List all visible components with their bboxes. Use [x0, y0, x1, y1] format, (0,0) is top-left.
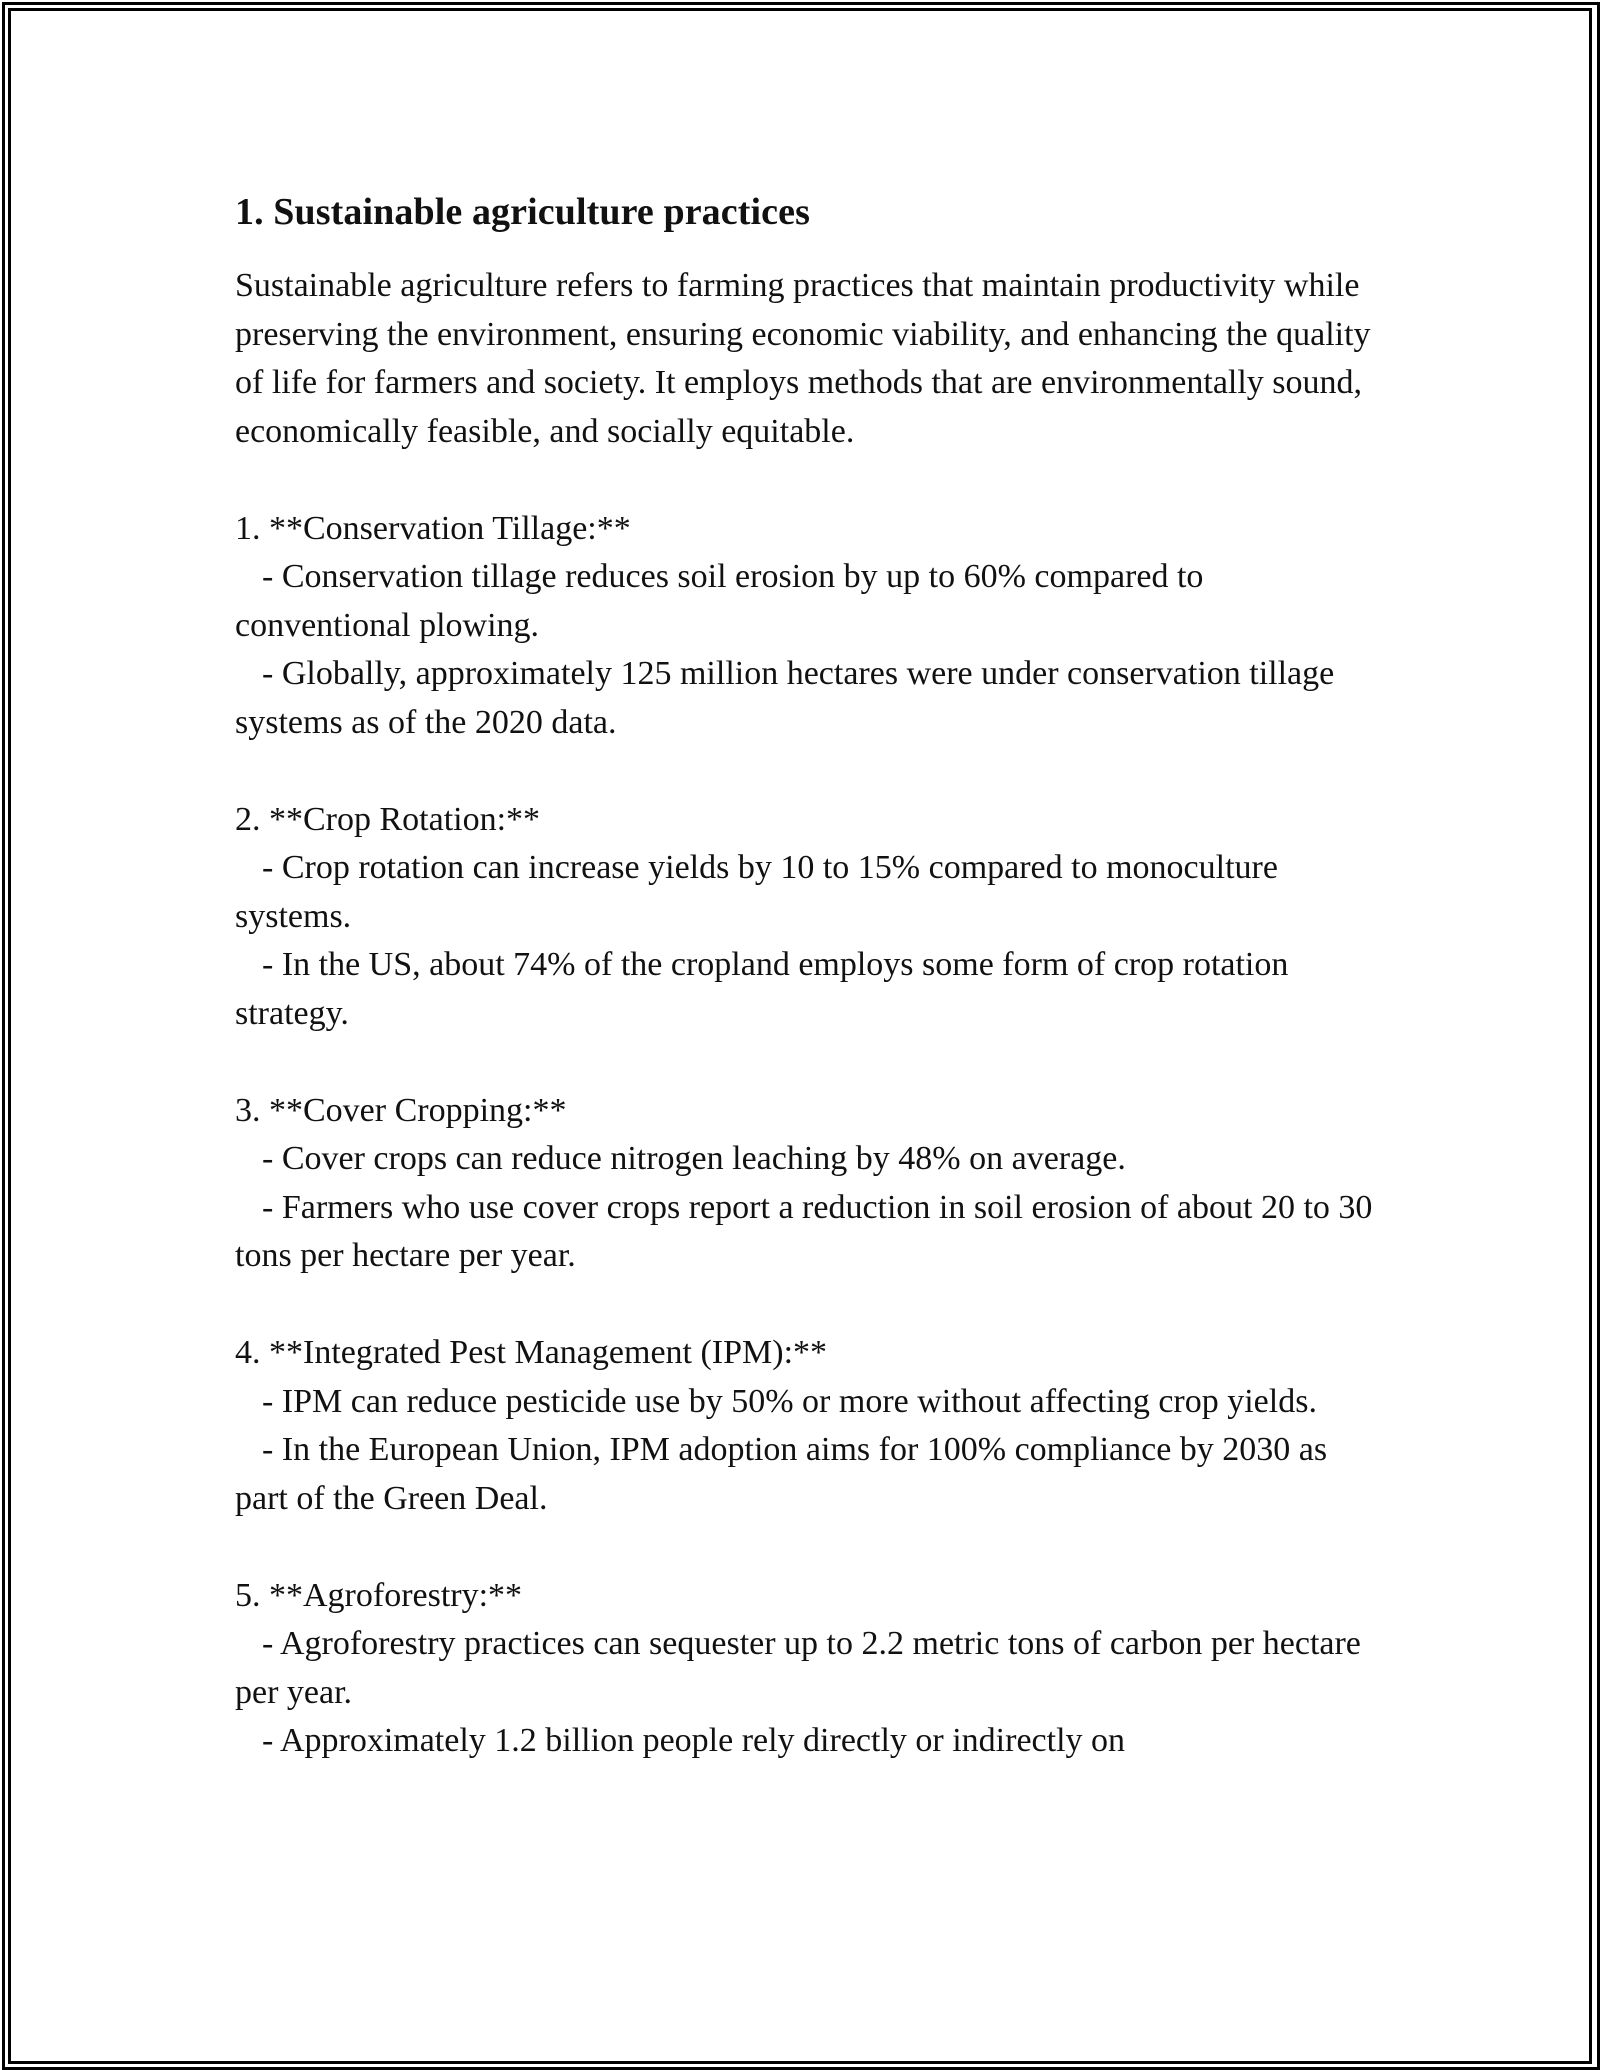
- section-crop-rotation: [235, 796, 1375, 1039]
- section-heading: 1. **Conservation Tillage:**: [235, 509, 631, 547]
- section-bullet: - Cover crops can reduce nitrogen leaching by 48% on average.: [262, 1140, 1126, 1177]
- document-body: [235, 186, 1375, 1766]
- section-conservation-tillage: [235, 505, 1375, 748]
- section-bullet: - Conservation tillage reduces soil erosion by up to 60% compared to conventional plowing.: [235, 558, 1204, 644]
- document-title: 1. Sustainable agriculture practices: [235, 191, 810, 233]
- section-heading: 4. **Integrated Pest Management (IPM):**: [235, 1334, 828, 1371]
- section-bullet: - Crop rotation can increase yields by 10 to 15% compared to monoculture systems.: [235, 849, 1278, 935]
- section-bullet: - Approximately 1.2 billion people rely directly or indirectly on: [262, 1722, 1126, 1759]
- intro-paragraph: Sustainable agriculture refers to farming practices that maintain productivity while preserving the environment, ensuring economic viability, and enhancing the quality of life for farmers and society. It employs methods that are environmentally sound, economically feasible, and socially equitable.: [235, 267, 1371, 450]
- section-bullet: - Farmers who use cover crops report a reduction in soil erosion of about 20 to 30 tons per hectare per year.: [235, 1188, 1373, 1274]
- section-integrated-pest-management: [235, 1329, 1375, 1523]
- section-bullet: - In the European Union, IPM adoption aims for 100% compliance by 2030 as part of the Green Deal.: [235, 1431, 1328, 1517]
- section-agroforestry: [235, 1572, 1375, 1766]
- section-bullet: - IPM can reduce pesticide use by 50% or more without affecting crop yields.: [262, 1382, 1317, 1420]
- section-heading: 5. **Agroforestry:**: [235, 1576, 523, 1614]
- section-heading: 3. **Cover Cropping:**: [235, 1091, 567, 1129]
- section-bullet: - In the US, about 74% of the cropland employs some form of crop rotation strategy.: [235, 946, 1289, 1032]
- section-bullet: - Globally, approximately 125 million hectares were under conservation tillage systems as of the 2020 data.: [235, 655, 1335, 741]
- section-bullet: - Agroforestry practices can sequester up to 2.2 metric tons of carbon per hectare per year.: [235, 1625, 1361, 1711]
- section-cover-cropping: [235, 1087, 1375, 1281]
- section-heading: 2. **Crop Rotation:**: [235, 800, 541, 838]
